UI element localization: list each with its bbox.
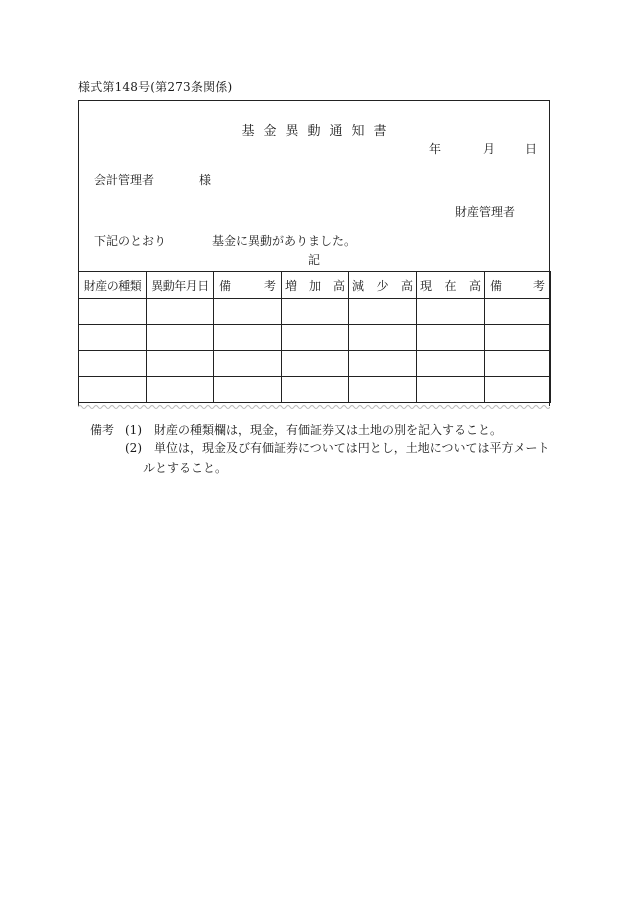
notice-prefix: 下記のとおり xyxy=(94,234,167,248)
table-cell xyxy=(282,325,349,351)
table-row xyxy=(79,325,551,351)
header-decrease-3: 高 xyxy=(400,278,413,293)
header-increase-2: 加 xyxy=(308,278,321,293)
table-cell xyxy=(417,351,485,377)
honorific: 様 xyxy=(199,173,212,187)
table-cell xyxy=(282,377,349,403)
recipient-line xyxy=(94,171,212,188)
cut-line xyxy=(78,403,550,411)
ki-heading: 記 xyxy=(307,253,320,267)
table-cell xyxy=(147,377,214,403)
table-cell xyxy=(417,299,485,325)
table-cell xyxy=(79,325,147,351)
table-cell xyxy=(349,351,417,377)
notes-label: 備考 xyxy=(90,423,115,437)
header-remarks-2 xyxy=(485,272,551,299)
table-cell xyxy=(349,325,417,351)
table-cell xyxy=(147,299,214,325)
notice-form xyxy=(78,100,550,406)
header-asset-type-text: 財産の種類 xyxy=(83,278,142,293)
date-line xyxy=(429,140,537,157)
header-decrease-1: 減 xyxy=(352,278,365,293)
table-row xyxy=(79,377,551,403)
header-current-1: 現 xyxy=(420,278,433,293)
note-2-number: (2) xyxy=(125,441,142,455)
header-current-2: 在 xyxy=(444,278,457,293)
detail-table xyxy=(78,271,551,403)
table-cell xyxy=(214,351,282,377)
header-change-date xyxy=(147,272,214,299)
table-cell xyxy=(485,325,551,351)
sender-role: 財産管理者 xyxy=(454,205,515,219)
table-cell xyxy=(147,351,214,377)
note-1-text: 財産の種類欄は，現金，有価証券又は土地の別を記入すること。 xyxy=(154,423,503,437)
table-row xyxy=(79,299,551,325)
table-header-row xyxy=(79,272,551,299)
table-cell xyxy=(485,299,551,325)
header-increase-3: 高 xyxy=(332,278,345,293)
table-cell xyxy=(147,325,214,351)
table-cell xyxy=(349,299,417,325)
table-cell xyxy=(214,377,282,403)
table-cell xyxy=(79,377,147,403)
header-asset-type xyxy=(79,272,147,299)
recipient-role: 会計管理者 xyxy=(94,173,155,187)
header-decrease-2: 少 xyxy=(376,278,389,293)
table-row xyxy=(79,351,551,377)
header-remarks-1-b: 考 xyxy=(263,278,276,293)
header-remarks-2-a: 備 xyxy=(490,278,503,293)
date-day-label: 日 xyxy=(525,142,538,156)
table-cell xyxy=(79,351,147,377)
table-cell xyxy=(214,325,282,351)
header-decrease xyxy=(349,272,417,299)
table-cell xyxy=(485,351,551,377)
header-remarks-1 xyxy=(214,272,282,299)
table-cell xyxy=(485,377,551,403)
note-2-continuation: ルとすること。 xyxy=(143,461,228,475)
header-change-date-text: 異動年月日 xyxy=(151,278,209,293)
notice-line xyxy=(94,232,357,249)
form-number: 様式第148号(第273条関係) xyxy=(78,80,233,94)
table-cell xyxy=(349,377,417,403)
table-cell xyxy=(282,351,349,377)
note-2-text: 単位は，現金及び有価証券については円とし，土地については平方メート xyxy=(154,441,550,455)
table-cell xyxy=(214,299,282,325)
table-cell xyxy=(79,299,147,325)
table-cell xyxy=(282,299,349,325)
header-remarks-1-a: 備 xyxy=(219,278,232,293)
table-cell xyxy=(417,377,485,403)
header-remarks-2-b: 考 xyxy=(532,278,545,293)
note-1-number: (1) xyxy=(125,423,142,437)
header-current-3: 高 xyxy=(468,278,481,293)
header-current xyxy=(417,272,485,299)
notice-text: 基金に異動がありました。 xyxy=(212,234,357,248)
table-cell xyxy=(417,325,485,351)
header-increase-1: 増 xyxy=(285,278,298,293)
date-month-label: 月 xyxy=(483,142,496,156)
header-increase xyxy=(282,272,349,299)
date-year-label: 年 xyxy=(429,142,442,156)
form-title: 基金異動通知書 xyxy=(241,124,396,139)
